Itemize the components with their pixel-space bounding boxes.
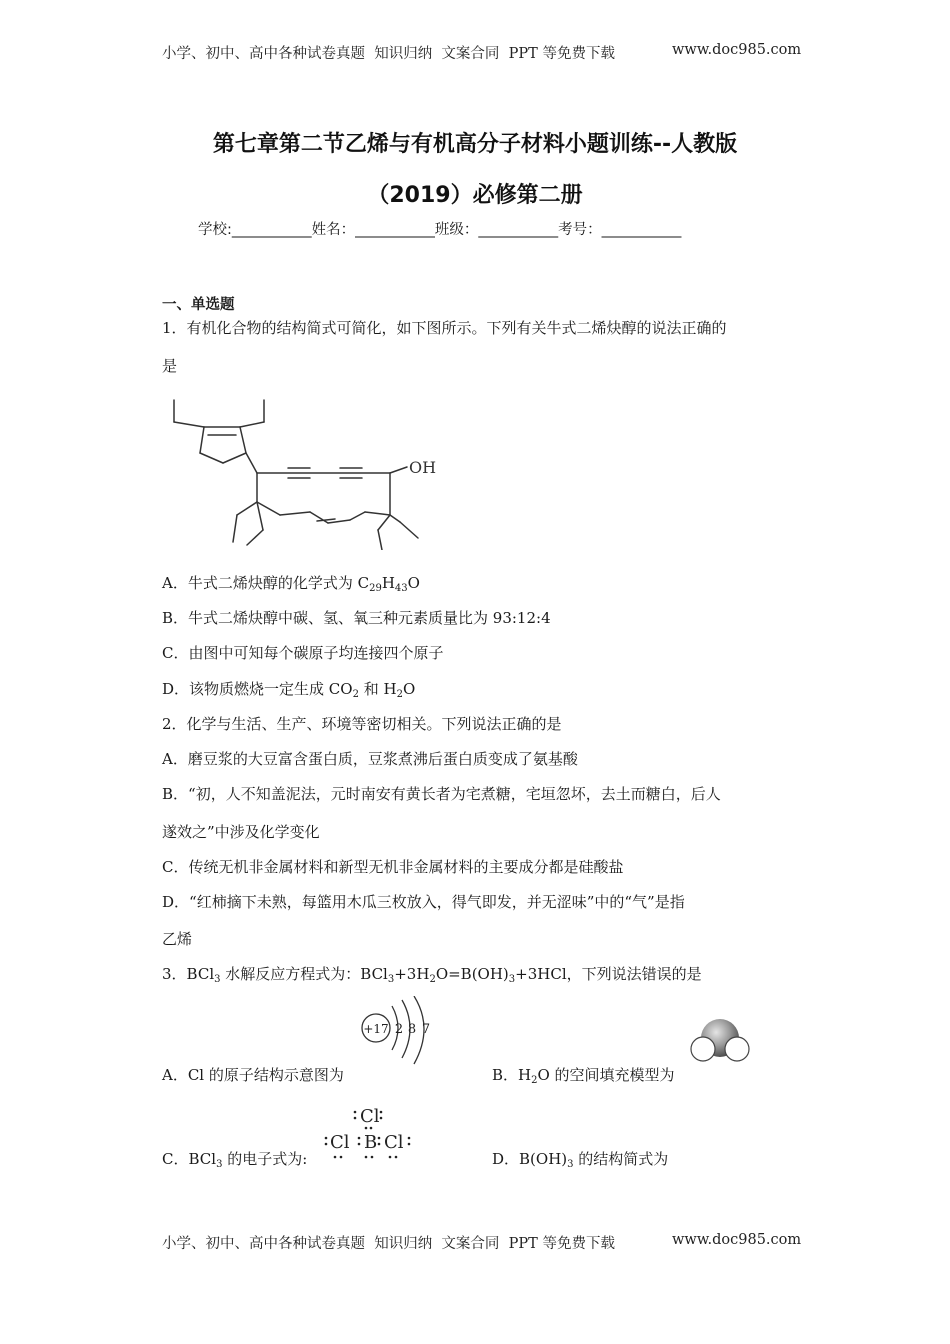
q1-stem-line1: 1．有机化合物的结构简式可简化，如下图所示。下列有关牛式二烯炔醇的说法正确的 — [162, 319, 727, 337]
lewis-cl-left: Cl — [330, 1132, 350, 1153]
header-right: www.doc985.com — [672, 42, 802, 58]
footer-right: www.doc985.com — [672, 1232, 802, 1248]
student-info-line: 学校:___________姓名：___________班级：___________考号：___________ — [198, 222, 682, 238]
q3-option-a[interactable]: A．Cl 的原子结构示意图为 — [162, 1066, 344, 1084]
q1-bond — [257, 502, 280, 515]
shell-1-count: 2 — [394, 1022, 404, 1037]
hydrogen-atom-left — [691, 1037, 715, 1061]
q2-option-a[interactable]: A．磨豆浆的大豆富含蛋白质，豆浆煮沸后蛋白质变成了氨基酸 — [162, 750, 578, 768]
q1-bond — [280, 512, 310, 515]
q3-option-c[interactable]: C．BCl$_3$ 的电子式为: — [162, 1150, 308, 1170]
q1-bond — [378, 515, 390, 530]
q1-option-d[interactable]: D．该物质燃烧一定生成 $CO_2$ 和 $H_2O$ — [162, 680, 416, 700]
lewis-b-center: B — [364, 1132, 378, 1153]
q3-option-b[interactable]: B．$H_2O$ 的空间填充模型为 — [492, 1066, 675, 1086]
q1-structure-figure — [160, 390, 450, 550]
q1-stem-line2: 是 — [162, 357, 178, 375]
q2-option-b-line1[interactable]: B．“初，人不知盖泥法，元时南安有黄长者为宅煮糖，宅垣忽坏，去土而糖白，后人 — [162, 785, 721, 803]
q1-option-b[interactable]: B．牛式二烯炔醇中碳、氢、氧三种元素质量比为 93:12:4 — [162, 609, 551, 627]
q1-bond — [200, 427, 204, 453]
footer-left: 小学、初中、高中各种试卷真题 知识归纳 文案合同 PPT 等免费下载 — [162, 1236, 615, 1252]
q1-bond — [365, 512, 390, 515]
header-left: 小学、初中、高中各种试卷真题 知识归纳 文案合同 PPT 等免费下载 — [162, 46, 615, 62]
shell-2-count: 8 — [407, 1022, 417, 1037]
q1-bond — [246, 453, 257, 473]
section-heading: 一、单选题 — [162, 297, 235, 313]
q1-bond — [350, 512, 365, 520]
lewis-cl-top: Cl — [360, 1106, 380, 1127]
q1-bond — [174, 422, 204, 427]
q1-bond — [390, 515, 400, 522]
q1-option-a[interactable]: A．牛式二烯炔醇的化学式为 $C_{29}H_{43}O$ — [162, 574, 420, 594]
hydrogen-atom-right — [725, 1037, 749, 1061]
q3-option-d[interactable]: D．$B(OH)_3$ 的结构简式为 — [492, 1150, 669, 1170]
cl-atom-structure-figure — [358, 996, 448, 1072]
q1-bond — [247, 530, 263, 545]
bcl3-electron-formula — [322, 1102, 422, 1164]
nucleus-charge: +17 — [363, 1022, 389, 1036]
q3-stem: 3．BCl$_3$ 水解反应方程式为：$BCl_3+3H_2O=B(OH)_3+3HCl$，下列说法错误的是 — [162, 965, 702, 985]
q1-bond — [237, 502, 257, 515]
shell-3-count: 7 — [421, 1022, 431, 1037]
q1-bond — [378, 530, 382, 550]
lewis-cl-right: Cl — [384, 1132, 404, 1153]
q2-option-d-line2: 乙烯 — [162, 930, 193, 948]
q1-bond — [400, 522, 418, 538]
q1-bond — [240, 422, 264, 427]
q1-bond — [257, 502, 263, 530]
page-title-line2: （2019）必修第二册 — [367, 183, 583, 208]
q2-stem: 2．化学与生活、生产、环境等密切相关。下列说法正确的是 — [162, 715, 562, 733]
q2-option-b-line2: 遂效之”中涉及化学变化 — [162, 823, 320, 841]
q1-bond — [328, 520, 350, 523]
q1-bond — [223, 453, 246, 463]
q1-bond — [317, 519, 335, 521]
q1-bond — [200, 453, 223, 463]
q1-bond — [233, 515, 237, 542]
page-title-line1: 第七章第二节乙烯与有机高分子材料小题训练--人教版 — [212, 132, 738, 157]
h2o-space-filling-model — [688, 1016, 752, 1068]
q2-option-c[interactable]: C．传统无机非金属材料和新型无机非金属材料的主要成分都是硅酸盐 — [162, 858, 624, 876]
q1-bond — [240, 427, 246, 453]
q2-option-d-line1[interactable]: D．“红柿摘下未熟，每篮用木瓜三枚放入，得气即发，并无涩味”中的“气”是指 — [162, 893, 685, 911]
q1-option-c[interactable]: C．由图中可知每个碳原子均连接四个原子 — [162, 644, 444, 662]
q1-bond — [390, 467, 407, 473]
q1-oh-label: OH — [409, 458, 437, 477]
